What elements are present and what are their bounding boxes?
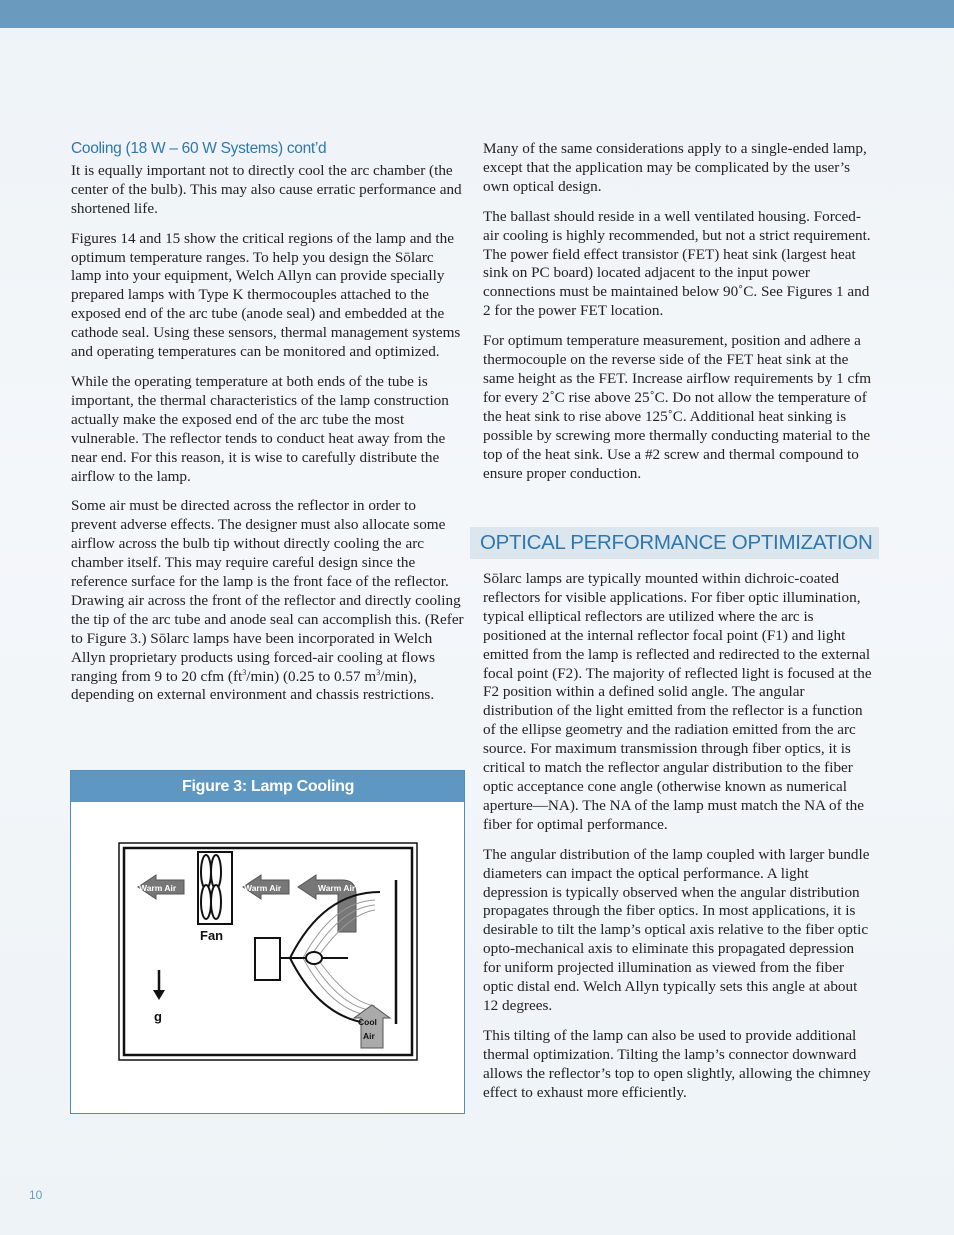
paragraph-text: /min), depending on external environment and chassis restrictions. <box>71 667 435 704</box>
right-column-lower <box>483 570 875 1113</box>
paragraph: This tilting of the lamp can also be used to provide additional thermal optimization. Tilting the lamp’s connector downward allows the reflector’s top to open slightly, allowing the chimney effect to exhaust more efficiently. <box>483 1026 871 1101</box>
fan-label: Fan <box>200 928 224 943</box>
gravity-arrow-icon <box>153 970 165 1000</box>
figure-title: Figure 3: Lamp Cooling <box>71 771 464 802</box>
cool-air-arrow-icon <box>354 1005 390 1048</box>
section-header-bar <box>470 527 879 559</box>
page-number: 10 <box>29 1188 43 1202</box>
top-banner <box>0 0 954 28</box>
cool-air-label: Cool <box>358 1017 377 1027</box>
warm-air-label: Warm Air <box>244 883 282 893</box>
paragraph: The angular distribution of the lamp coupled with larger bundle diameters can impact the optical performance. A light depression is typically observed when the angular distribution propagates through the fiber optics. In most applications, it is desirable to tilt the lamp’s optical axis relative to the fiber optic opto-mechanical axis to eliminate this propagated depression for uniform projected illumination as viewed from the fiber optic distal end. Welch Allyn typically sets this angle at about 12 degrees. <box>483 845 870 1014</box>
lamp-cooling-diagram <box>118 842 418 1062</box>
paragraph: Sōlarc lamps are typically mounted within dichroic-coated reflectors for visible applications. For fiber optic illumination, typical elliptical reflectors are utilized where the arc is positioned at the internal reflector focal point (F1) and light emitted from the lamp is reflected and redirected to the external focal point (F2). The majority of reflected light is focused at the F2 position within a defined solid angle. The angular distribution of the light emitted from the reflector is a function of the ellipse geometry and the radiation emitted from the arc source. For maximum transmission through fiber optics, it is critical to match the reflector angular distribution to the fiber optic acceptance cone angle (otherwise known as numerical aperture—NA). The NA of the lamp must match the NA of the fiber for optimal performance. <box>483 570 872 833</box>
figure-lamp-cooling <box>70 770 465 1114</box>
paragraph: For optimum temperature measurement, position and adhere a thermocouple on the reverse side of the FET heat sink at the same height as the FET. Increase airflow requirements by 1 cfm for every 2˚C rise above 25˚C. Do not allow the temperature of the heat sink to rise above 125˚C. Additional heat sinking is possible by screwing more thermally conducting material to the top of the heat sink. Use a #2 screw and thermal compound to ensure proper conduction. <box>483 332 872 482</box>
left-column <box>71 140 464 716</box>
paragraph: Figures 14 and 15 show the critical regions of the lamp and the optimum temperature ranges. To help you design the Sōlarc lamp into your equipment, Welch Allyn can provide specially prepared lamps with Type K thermocouples attached to the exposed end of the arc tube (anode seal) and embedded at the cathode seal. Using these sensors, thermal management systems and operating temperatures can be monitored and optimized. <box>71 229 461 361</box>
gravity-label: g <box>154 1009 162 1024</box>
warm-air-arrow-icon <box>138 875 184 899</box>
paragraph <box>71 497 464 705</box>
section-subheading: Cooling (18 W – 60 W Systems) cont’d <box>71 140 327 157</box>
fan-icon <box>198 852 232 924</box>
superscript: 3 <box>376 667 381 677</box>
paragraph: While the operating temperature at both ends of the tube is important, the thermal characteristics of the lamp construction actually make the exposed end of the arc tube the most vulnerable. The reflector tends to conduct heat away from the near end. For this reason, it is wise to carefully distribute the airflow to the lamp. <box>71 372 449 485</box>
warm-air-label: Warm Air <box>139 883 177 893</box>
right-column <box>483 140 875 494</box>
lamp-reflector-icon <box>255 892 380 1024</box>
paragraph: The ballast should reside in a well ventilated housing. Forced-air cooling is highly recommended, but not a strict requirement. The power field effect transistor (FET) heat sink (largest heat sink on PC board) located adjacent to the input power connections must be maintained below 90˚C. See Figures 1 and 2 for the power FET location. <box>483 207 871 320</box>
paragraph: Many of the same considerations apply to a single-ended lamp, except that the application may be complicated by the user’s own optical design. <box>483 140 867 195</box>
superscript: 3 <box>242 667 247 677</box>
paragraph-text: /min) (0.25 to 0.57 m <box>246 667 377 685</box>
section-title: OPTICAL PERFORMANCE OPTIMIZATION <box>480 531 873 554</box>
paragraph-text: Some air must be directed across the reflector in order to prevent adverse effects. The designer must also allocate some airflow across the bulb tip without directly cooling the arc chamber itself. This may require careful design since the reference surface for the lamp is the front face of the reflector. Drawing air across the front of the reflector and directly cooling the tip of the arc tube and anode seal can accomplish this. (Refer to Figure 3.) Sōlarc lamps have been incorporated in Welch Allyn proprietary products using forced-air cooling at flows ranging from 9 to 20 cfm (ft <box>71 497 464 685</box>
warm-air-label: Warm Air <box>318 883 356 893</box>
cool-air-label: Air <box>363 1031 375 1041</box>
paragraph: It is equally important not to directly cool the arc chamber (the center of the bulb). This may also cause erratic performance and shortened life. <box>71 161 462 217</box>
warm-air-arrow-icon <box>243 875 289 899</box>
